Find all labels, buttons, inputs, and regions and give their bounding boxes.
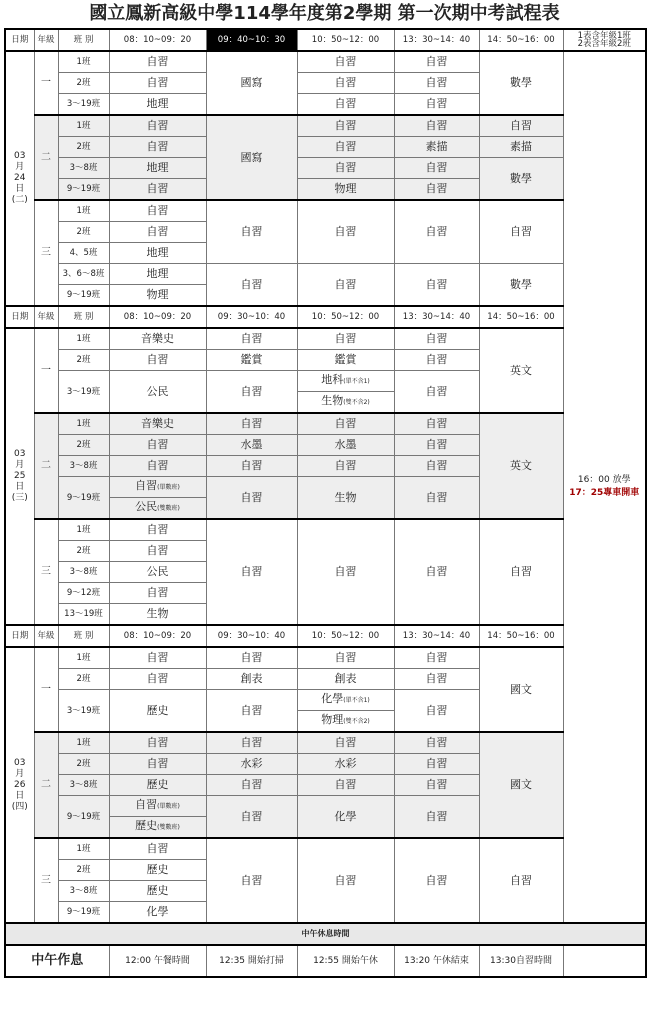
subject-cell-period-1: 自習 [109, 200, 206, 222]
class-cell: 9～12班 [58, 583, 109, 604]
date-part: (四) [11, 801, 28, 812]
subject-cell-period-5: 數學 [479, 264, 563, 307]
subject-cell-period-1: 歷史 [109, 775, 206, 796]
subject-cell-period-4: 自習 [394, 51, 479, 73]
subject-cell-period-1: 自習 [109, 732, 206, 754]
subject-cell-period-2: 創表 [206, 669, 297, 690]
class-cell: 3～8班 [58, 456, 109, 477]
date-part: 月 [15, 162, 25, 172]
class-cell: 4、5班 [58, 243, 109, 264]
class-cell: 1班 [58, 200, 109, 222]
lunch-title-row [5, 923, 646, 945]
subject-cell-period-2: 國寫 [206, 115, 297, 200]
notes-cell [563, 51, 646, 923]
subject-cell-period-3: 自習 [297, 732, 394, 754]
subject-cell-period-5: 英文 [479, 328, 563, 413]
grade-cell: 三 [34, 200, 58, 306]
table-row [5, 200, 646, 222]
subject-cell-period-5: 自習 [479, 519, 563, 625]
header-period-2: 09：30~10：40 [206, 306, 297, 328]
subject-cell-period-3: 自習 [297, 115, 394, 137]
subject-name: 生物 [321, 394, 344, 407]
date-cell [5, 51, 34, 306]
subject-cell-period-3: 自習 [297, 647, 394, 669]
class-cell: 9～19班 [58, 285, 109, 307]
subject-cell-period-4: 自習 [394, 264, 479, 307]
subject-cell-period-2: 自習 [206, 647, 297, 669]
subject-cell-period-2: 自習 [206, 413, 297, 435]
subject-cell-period-1: 自習 [109, 73, 206, 94]
subject-cell-period-4: 自習 [394, 754, 479, 775]
subject-cell-period-1: 自習 [109, 179, 206, 201]
date-part: 24 [14, 173, 26, 183]
subject-cell-period-1: 地理 [109, 243, 206, 264]
subject-cell-period-4: 自習 [394, 350, 479, 371]
lunch-schedule-row [5, 945, 646, 977]
subject-cell-period-5: 國文 [479, 647, 563, 732]
date-part: 日 [15, 482, 25, 492]
subject-cell-period-1: 自習 [109, 456, 206, 477]
lunch-item: 12:55 開始午休 [297, 945, 394, 977]
subject-cell-period-4: 自習 [394, 519, 479, 625]
table-row [5, 328, 646, 350]
subject-cell-period-2: 自習 [206, 477, 297, 520]
subject-cell-period-4: 自習 [394, 477, 479, 520]
subject-cell-period-5: 數學 [479, 51, 563, 115]
grade-cell: 一 [34, 647, 58, 732]
class-cell: 13～19班 [58, 604, 109, 626]
table-row [5, 115, 646, 137]
class-cell: 2班 [58, 73, 109, 94]
class-cell: 1班 [58, 115, 109, 137]
header-grade: 年級 [34, 306, 58, 328]
subject-name: 公民 [135, 500, 158, 513]
subject-cell-period-1 [109, 817, 206, 839]
subject-cell-period-1: 物理 [109, 285, 206, 307]
subject-cell-period-2: 自習 [206, 328, 297, 350]
subject-cell-period-3: 化學 [297, 796, 394, 839]
subject-cell-period-1: 自習 [109, 519, 206, 541]
class-cell: 3～8班 [58, 158, 109, 179]
class-cell: 2班 [58, 222, 109, 243]
header-date: 日期 [5, 29, 34, 51]
subject-cell-period-5: 自習 [479, 115, 563, 137]
subject-cell-period-2: 自習 [206, 690, 297, 733]
subject-cell-period-1: 自習 [109, 541, 206, 562]
date-cell [5, 328, 34, 625]
subject-cell-period-2: 水墨 [206, 435, 297, 456]
class-cell: 9～19班 [58, 796, 109, 839]
subject-cell-period-1: 公民 [109, 371, 206, 414]
table-row [5, 519, 646, 541]
subject-cell-period-1: 地理 [109, 264, 206, 285]
date-cell [5, 647, 34, 923]
header-period-1: 08：10~09：20 [109, 306, 206, 328]
header-period-2: 09：40~10：30 [206, 29, 297, 51]
grade-cell: 二 [34, 115, 58, 200]
subject-cell-period-1: 自習 [109, 115, 206, 137]
subject-cell-period-1: 音樂史 [109, 413, 206, 435]
subject-name: 物理 [321, 713, 344, 726]
subject-cell-period-4: 素描 [394, 137, 479, 158]
subject-cell-period-1: 歷史 [109, 690, 206, 733]
header-date: 日期 [5, 306, 34, 328]
table-row [5, 264, 646, 285]
subject-cell-period-1: 自習 [109, 51, 206, 73]
class-cell: 3～8班 [58, 562, 109, 583]
subject-cell-period-2: 鑑賞 [206, 350, 297, 371]
subject-cell-period-1: 自習 [109, 647, 206, 669]
header-class: 班 別 [58, 306, 109, 328]
header-period-3: 10：50~12：00 [297, 625, 394, 647]
table-row [5, 158, 646, 179]
subject-cell-period-1: 自習 [109, 583, 206, 604]
subject-cell-period-1: 自習 [109, 435, 206, 456]
subject-cell-period-4: 自習 [394, 328, 479, 350]
subject-note: (雙不含2) [343, 399, 370, 406]
class-cell: 1班 [58, 732, 109, 754]
subject-cell-period-3: 自習 [297, 413, 394, 435]
header-period-4: 13：30~14：40 [394, 625, 479, 647]
class-cell: 2班 [58, 669, 109, 690]
header-period-1: 08：10~09：20 [109, 29, 206, 51]
subject-note: (單數班) [157, 484, 180, 491]
bus-time: 17：25專車開車 [569, 488, 640, 498]
subject-cell-period-3 [297, 371, 394, 392]
subject-cell-period-3: 自習 [297, 51, 394, 73]
subject-cell-period-3: 自習 [297, 94, 394, 116]
class-cell: 2班 [58, 541, 109, 562]
subject-cell-period-4: 自習 [394, 690, 479, 733]
grade-cell: 一 [34, 51, 58, 115]
date-part: 日 [15, 790, 25, 801]
class-cell: 3、6～8班 [58, 264, 109, 285]
lunch-item: 12:35 開始打掃 [206, 945, 297, 977]
subject-cell-period-2: 自習 [206, 371, 297, 414]
subject-cell-period-4: 自習 [394, 200, 479, 264]
class-cell: 9～19班 [58, 477, 109, 520]
subject-cell-period-4: 自習 [394, 647, 479, 669]
subject-cell-period-3 [297, 392, 394, 414]
class-cell: 1班 [58, 328, 109, 350]
subject-cell-period-4: 自習 [394, 94, 479, 116]
subject-cell-period-4: 自習 [394, 73, 479, 94]
class-cell: 1班 [58, 519, 109, 541]
header-period-3: 10：50~12：00 [297, 29, 394, 51]
subject-cell-period-4: 自習 [394, 669, 479, 690]
class-cell: 2班 [58, 350, 109, 371]
subject-cell-period-4: 自習 [394, 796, 479, 839]
class-cell: 3～19班 [58, 690, 109, 733]
subject-cell-period-3 [297, 711, 394, 733]
subject-cell-period-3: 自習 [297, 200, 394, 264]
class-cell: 2班 [58, 754, 109, 775]
note-header [563, 29, 646, 51]
subject-cell-period-3: 自習 [297, 838, 394, 923]
subject-cell-period-3: 物理 [297, 179, 394, 201]
subject-cell-period-3 [297, 690, 394, 711]
header-grade: 年級 [34, 29, 58, 51]
class-cell: 3～19班 [58, 371, 109, 414]
subject-cell-period-1 [109, 477, 206, 498]
subject-cell-period-1: 自習 [109, 838, 206, 860]
lunch-item: 13:20 午休結束 [394, 945, 479, 977]
subject-cell-period-1: 自習 [109, 137, 206, 158]
subject-cell-period-2: 自習 [206, 775, 297, 796]
dismiss-time: 16：00 放學 [577, 475, 631, 485]
grade-cell: 一 [34, 328, 58, 413]
subject-cell-period-1: 自習 [109, 669, 206, 690]
subject-cell-period-5: 數學 [479, 158, 563, 201]
class-cell: 1班 [58, 647, 109, 669]
date-part: 03 [14, 449, 26, 459]
subject-note: (雙數班) [157, 505, 180, 512]
subject-cell-period-1: 自習 [109, 754, 206, 775]
class-cell: 1班 [58, 51, 109, 73]
header-period-1: 08：10~09：20 [109, 625, 206, 647]
subject-cell-period-4: 自習 [394, 371, 479, 414]
header-period-3: 10：50~12：00 [297, 306, 394, 328]
subject-cell-period-5: 素描 [479, 137, 563, 158]
table-row [5, 51, 646, 73]
subject-cell-period-1: 公民 [109, 562, 206, 583]
subject-cell-period-3: 自習 [297, 456, 394, 477]
subject-cell-period-3: 自習 [297, 137, 394, 158]
subject-cell-period-2: 自習 [206, 200, 297, 264]
subject-cell-period-1: 自習 [109, 222, 206, 243]
header-date: 日期 [5, 625, 34, 647]
subject-cell-period-3: 自習 [297, 158, 394, 179]
subject-cell-period-4: 自習 [394, 115, 479, 137]
subject-name: 歷史 [135, 819, 158, 832]
subject-cell-period-4: 自習 [394, 179, 479, 201]
subject-cell-period-2: 水彩 [206, 754, 297, 775]
subject-cell-period-1 [109, 796, 206, 817]
subject-cell-period-3: 水墨 [297, 435, 394, 456]
lunch-item: 12:00 午餐時間 [109, 945, 206, 977]
subject-name: 化學 [321, 692, 344, 705]
class-cell: 3～8班 [58, 775, 109, 796]
date-part: (三) [11, 493, 28, 503]
header-period-5: 14：50~16：00 [479, 625, 563, 647]
subject-cell-period-2: 國寫 [206, 51, 297, 115]
header-row [5, 625, 646, 647]
subject-name: 自習 [135, 479, 158, 492]
date-part: 25 [14, 471, 26, 481]
note-line: 1表含年級1班 [577, 31, 631, 41]
subject-cell-period-4: 自習 [394, 775, 479, 796]
subject-cell-period-1: 地理 [109, 158, 206, 179]
grade-cell: 二 [34, 413, 58, 519]
subject-note: (單不含1) [343, 697, 370, 704]
class-cell: 1班 [58, 413, 109, 435]
subject-cell-period-3: 自習 [297, 264, 394, 307]
class-cell: 3～8班 [58, 881, 109, 902]
header-class: 班 別 [58, 625, 109, 647]
class-cell: 1班 [58, 838, 109, 860]
subject-cell-period-4: 自習 [394, 435, 479, 456]
subject-cell-period-1 [109, 498, 206, 520]
subject-cell-period-1: 音樂史 [109, 328, 206, 350]
class-cell: 2班 [58, 137, 109, 158]
subject-cell-period-5: 自習 [479, 200, 563, 264]
subject-cell-period-1: 自習 [109, 350, 206, 371]
header-period-5: 14：50~16：00 [479, 29, 563, 51]
grade-cell: 三 [34, 838, 58, 923]
subject-cell-period-4: 自習 [394, 456, 479, 477]
subject-cell-period-1: 生物 [109, 604, 206, 626]
table-row [5, 647, 646, 669]
grade-cell: 三 [34, 519, 58, 625]
subject-cell-period-4: 自習 [394, 158, 479, 179]
subject-note: (雙數班) [157, 824, 180, 831]
table-row [5, 838, 646, 860]
subject-cell-period-3: 自習 [297, 328, 394, 350]
subject-cell-period-4: 自習 [394, 838, 479, 923]
subject-cell-period-4: 自習 [394, 732, 479, 754]
exam-schedule-table [4, 28, 647, 978]
date-part: 03 [14, 151, 26, 161]
class-cell: 9～19班 [58, 902, 109, 924]
subject-cell-period-1: 地理 [109, 94, 206, 116]
subject-cell-period-3: 自習 [297, 519, 394, 625]
header-period-5: 14：50~16：00 [479, 306, 563, 328]
table-row [5, 732, 646, 754]
date-part: 日 [15, 184, 25, 194]
date-part: 月 [15, 768, 25, 779]
subject-cell-period-3: 自習 [297, 775, 394, 796]
grade-cell: 二 [34, 732, 58, 838]
subject-cell-period-1: 化學 [109, 902, 206, 924]
subject-cell-period-1: 歷史 [109, 860, 206, 881]
header-period-4: 13：30~14：40 [394, 306, 479, 328]
subject-name: 地科 [321, 373, 344, 386]
class-cell: 2班 [58, 435, 109, 456]
date-part: 月 [15, 460, 25, 470]
class-cell: 9～19班 [58, 179, 109, 201]
subject-cell-period-3: 自習 [297, 73, 394, 94]
class-cell: 2班 [58, 860, 109, 881]
subject-cell-period-2: 自習 [206, 838, 297, 923]
subject-cell-period-2: 自習 [206, 796, 297, 839]
lunch-empty [563, 945, 646, 977]
subject-cell-period-4: 自習 [394, 413, 479, 435]
table-row [5, 413, 646, 435]
subject-note: (單數班) [157, 803, 180, 810]
subject-cell-period-5: 自習 [479, 838, 563, 923]
header-period-2: 09：30~10：40 [206, 625, 297, 647]
subject-cell-period-3: 創表 [297, 669, 394, 690]
lunch-item: 13:30自習時間 [479, 945, 563, 977]
subject-name: 自習 [135, 798, 158, 811]
subject-cell-period-3: 水彩 [297, 754, 394, 775]
date-part: 26 [14, 779, 26, 790]
page-title: 國立鳳新高級中學114學年度第2學期 第一次期中考試程表 [89, 3, 560, 24]
lunch-title: 中午休息時間 [5, 923, 646, 945]
note-line: 2表含年級2班 [577, 39, 631, 49]
header-grade: 年級 [34, 625, 58, 647]
header-class: 班 別 [58, 29, 109, 51]
subject-cell-period-3: 鑑賞 [297, 350, 394, 371]
table-row [5, 137, 646, 158]
header-period-4: 13：30~14：40 [394, 29, 479, 51]
subject-cell-period-2: 自習 [206, 264, 297, 307]
subject-cell-period-2: 自習 [206, 732, 297, 754]
subject-cell-period-1: 歷史 [109, 881, 206, 902]
subject-cell-period-3: 生物 [297, 477, 394, 520]
subject-cell-period-5: 國文 [479, 732, 563, 838]
subject-note: (雙不含2) [343, 718, 370, 725]
subject-note: (單不含1) [343, 378, 370, 385]
subject-cell-period-2: 自習 [206, 519, 297, 625]
header-row [5, 29, 646, 51]
class-cell: 3～19班 [58, 94, 109, 116]
subject-cell-period-5: 英文 [479, 413, 563, 519]
header-row [5, 306, 646, 328]
lunch-label: 中午作息 [5, 945, 109, 977]
date-part: (二) [11, 195, 28, 205]
subject-cell-period-2: 自習 [206, 456, 297, 477]
date-part: 03 [14, 757, 26, 768]
